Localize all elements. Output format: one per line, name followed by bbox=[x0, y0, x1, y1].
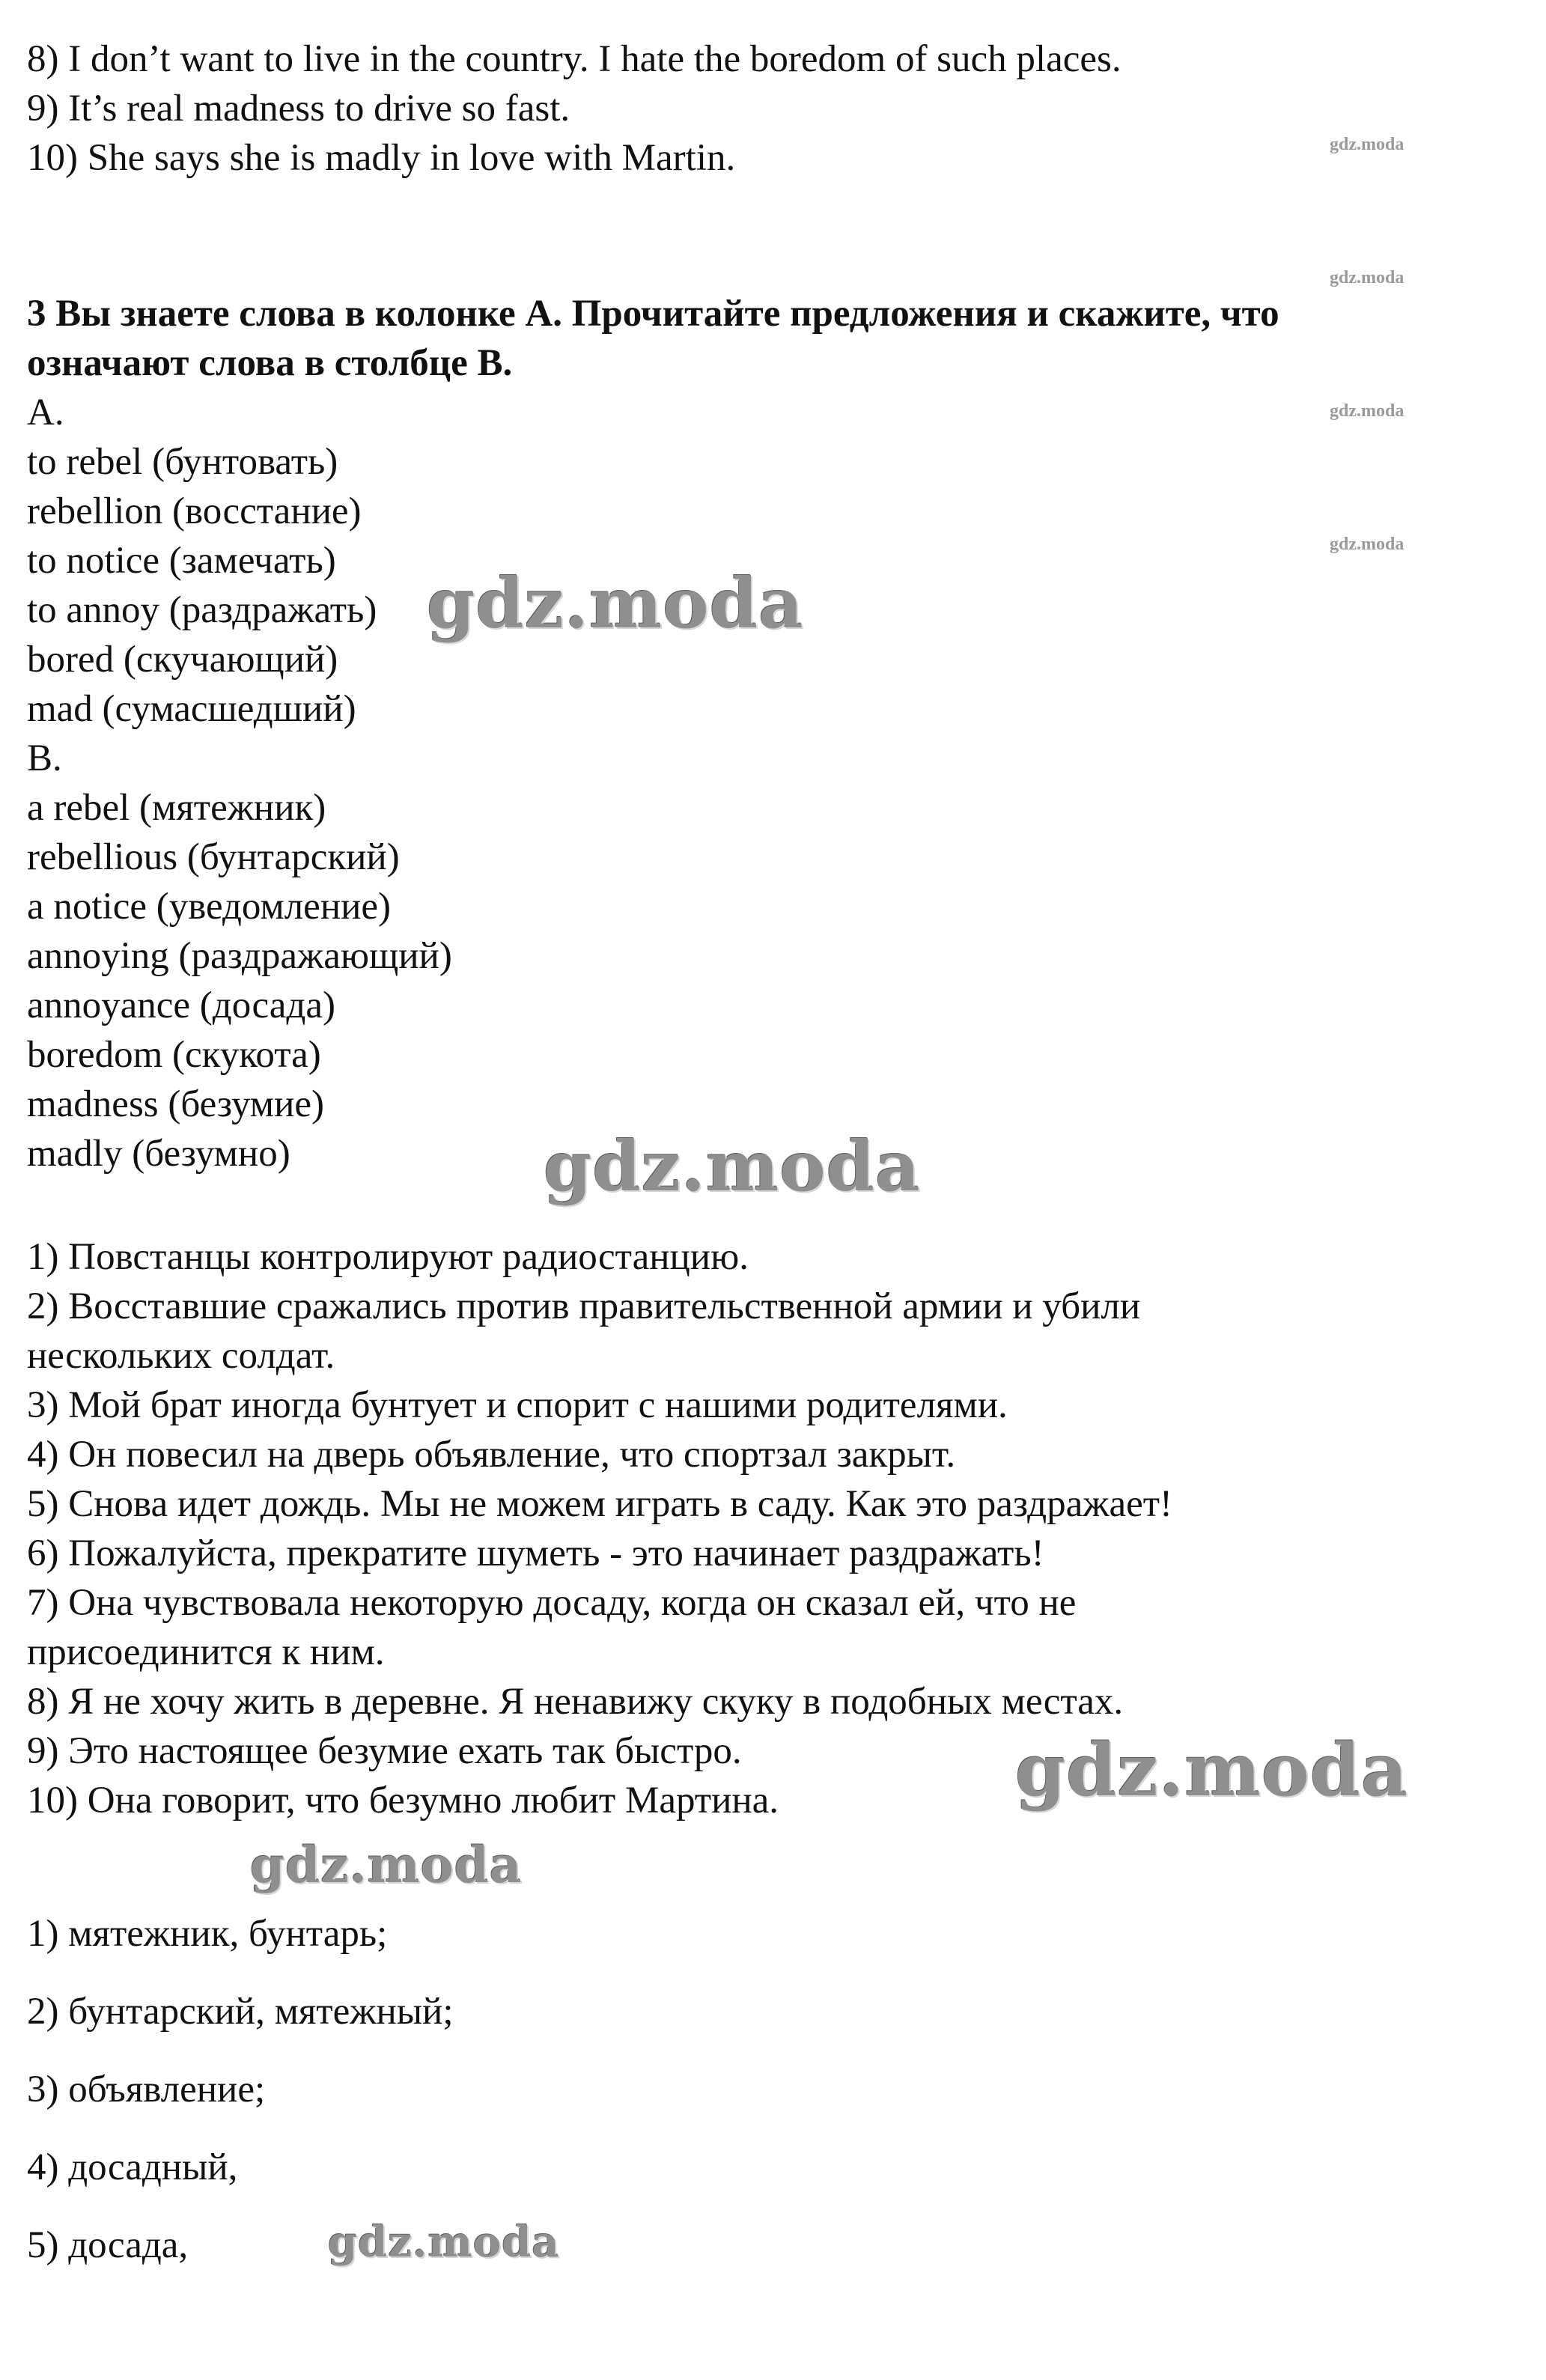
translation-line: 9) Это настоящее безумие ехать так быстро. bbox=[27, 1730, 742, 1772]
translation-line: 10) Она говорит, что безумно любит Мартина. bbox=[27, 1780, 779, 1821]
answer-line: 2) бунтарский, мятежный; bbox=[27, 1991, 454, 2033]
column-b-word: a notice (уведомление) bbox=[27, 886, 392, 928]
answer-line: 1) мятежник, бунтарь; bbox=[27, 1913, 388, 1955]
column-b-word: annoying (раздражающий) bbox=[27, 935, 452, 977]
column-a-word: to rebel (бунтовать) bbox=[27, 441, 338, 483]
column-a-word: mad (сумасшедший) bbox=[27, 688, 356, 730]
column-b-word: madness (безумие) bbox=[27, 1083, 324, 1125]
column-b-label: B. bbox=[27, 737, 62, 779]
top-sentence-8: 8) I don’t want to live in the country. I hate the boredom of such places. bbox=[27, 38, 1122, 80]
column-a-word: to notice (замечать) bbox=[27, 540, 336, 582]
task-heading-line-2: означают слова в столбце B. bbox=[27, 342, 513, 384]
column-a-word: rebellion (восстание) bbox=[27, 490, 362, 532]
column-a-word: bored (скучающий) bbox=[27, 639, 338, 681]
translation-line: 2) Восставшие сражались против правительственной армии и убили bbox=[27, 1285, 1141, 1327]
top-sentence-10: 10) She says she is madly in love with Martin. bbox=[27, 137, 736, 179]
column-b-word: boredom (скукота) bbox=[27, 1034, 321, 1076]
column-a-label: A. bbox=[27, 392, 64, 433]
translation-line: 1) Повстанцы контролируют радиостанцию. bbox=[27, 1236, 749, 1278]
column-a-word: to annoy (раздражать) bbox=[27, 589, 377, 631]
top-sentence-9: 9) It’s real madness to drive so fast. bbox=[27, 88, 570, 130]
column-b-word: madly (безумно) bbox=[27, 1133, 290, 1175]
watermark: gdz.moda bbox=[328, 2218, 560, 2267]
watermark: gdz.moda bbox=[1015, 1728, 1409, 1813]
answer-line: 4) досадный, bbox=[27, 2146, 238, 2188]
answer-line: 3) объявление; bbox=[27, 2069, 266, 2110]
column-b-word: annoyance (досада) bbox=[27, 984, 335, 1026]
translation-line: 5) Снова идет дождь. Мы не можем играть в саду. Как это раздражает! bbox=[27, 1483, 1173, 1525]
translation-line: присоединится к ним. bbox=[27, 1631, 385, 1673]
watermark: gdz.moda bbox=[1330, 535, 1405, 554]
translation-line: 3) Мой брат иногда бунтует и спорит с нашими родителями. bbox=[27, 1384, 1008, 1426]
translation-line: нескольких солдат. bbox=[27, 1335, 335, 1377]
watermark: gdz.moda bbox=[1330, 268, 1405, 287]
watermark: gdz.moda bbox=[250, 1836, 523, 1894]
watermark: gdz.moda bbox=[1330, 135, 1405, 154]
task-heading-line-1: 3 Вы знаете слова в колонке A. Прочитайте предложения и скажите, что bbox=[27, 293, 1279, 335]
watermark: gdz.moda bbox=[427, 563, 804, 644]
column-b-word: rebellious (бунтарский) bbox=[27, 836, 400, 878]
translation-line: 4) Он повесил на дверь объявление, что спортзал закрыт. bbox=[27, 1434, 956, 1476]
answer-line: 5) досада, bbox=[27, 2224, 189, 2266]
column-b-word: a rebel (мятежник) bbox=[27, 787, 326, 829]
translation-line: 6) Пожалуйста, прекратите шуметь - это начинает раздражать! bbox=[27, 1533, 1044, 1574]
translation-line: 8) Я не хочу жить в деревне. Я ненавижу скуку в подобных местах. bbox=[27, 1681, 1124, 1723]
watermark: gdz.moda bbox=[1330, 401, 1405, 421]
watermark: gdz.moda bbox=[544, 1126, 921, 1207]
translation-line: 7) Она чувствовала некоторую досаду, когда он сказал ей, что не bbox=[27, 1582, 1077, 1624]
